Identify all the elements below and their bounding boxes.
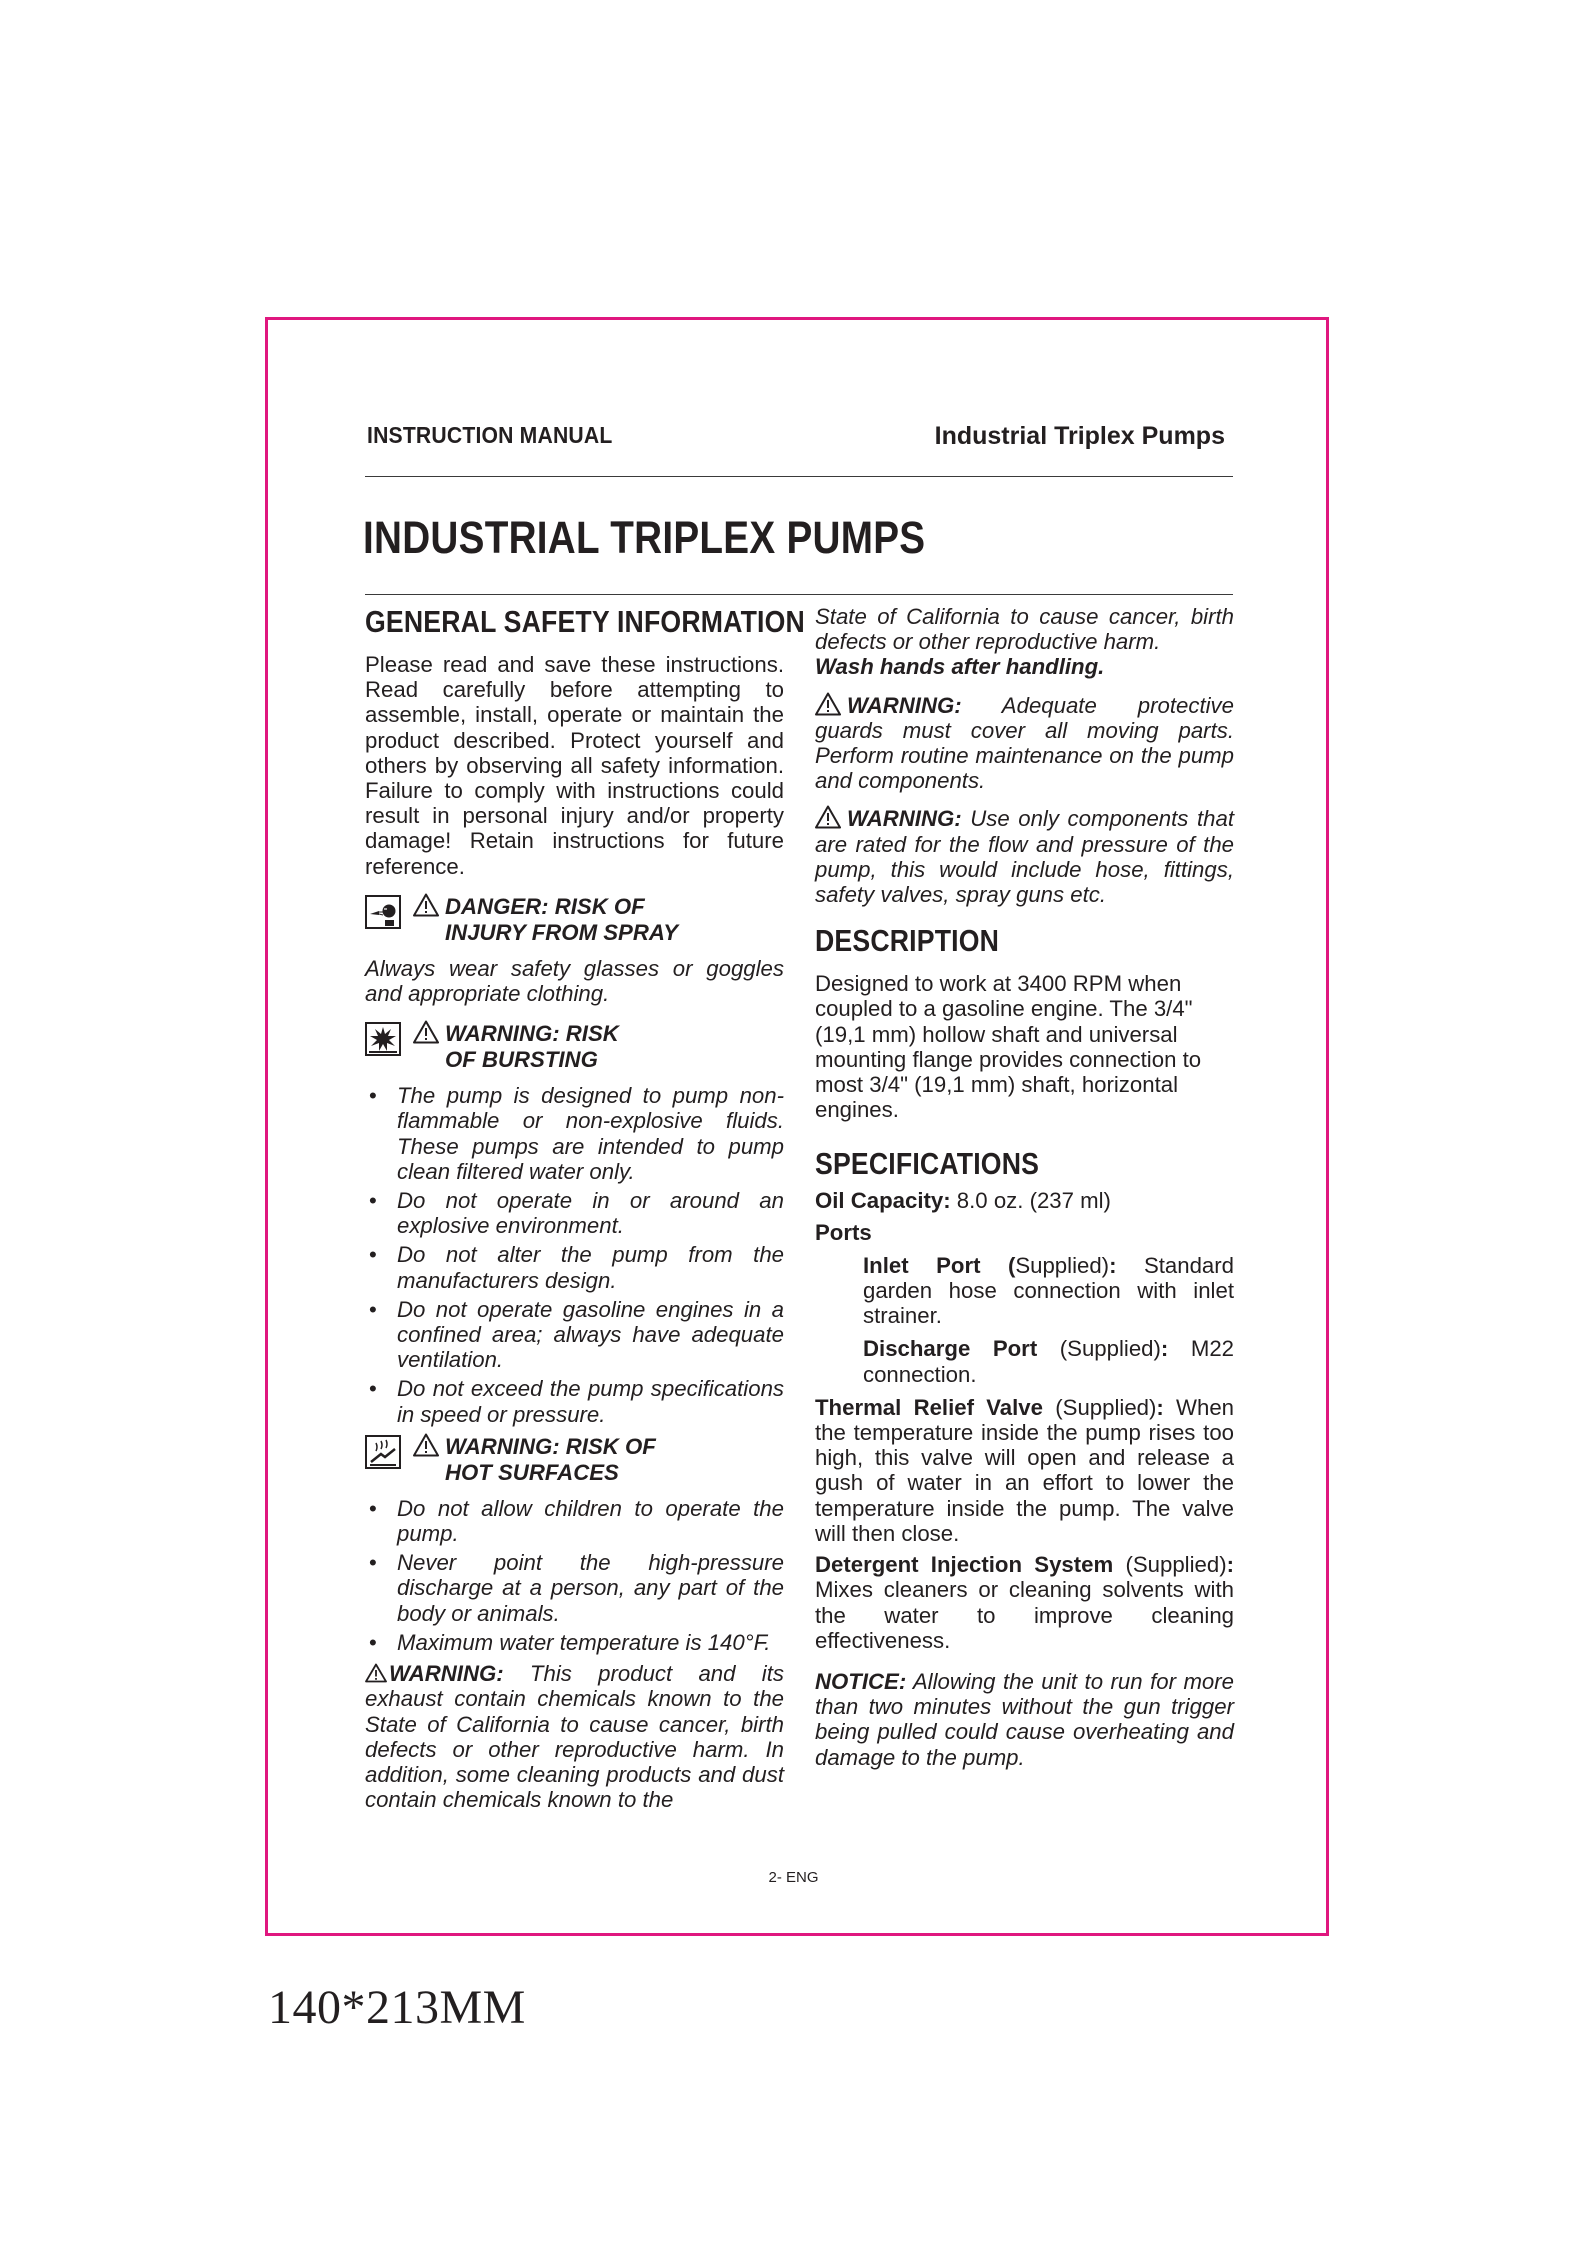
trim-size-label: 140*213MM	[268, 1981, 526, 2034]
oil-capacity-label: Oil Capacity:	[815, 1188, 951, 1214]
warning-bursting-line1: WARNING: RISK	[445, 1021, 619, 1047]
warning-bursting-header	[365, 1020, 784, 1073]
left-column	[365, 604, 805, 1813]
hot-surface-icon	[365, 1435, 401, 1469]
oil-capacity-value: 8.0 oz. (237 ml)	[950, 1188, 1111, 1214]
inlet-port-colon: :	[1109, 1252, 1117, 1278]
guards-warning	[815, 692, 1234, 794]
prop65-text: This product and its exhaust contain chemicals known to the State of California to cause cancer, birth defects or other reproductive harm. In addition, some cleaning products and dust contain chemicals known to the	[365, 1661, 784, 1813]
discharge-port-spec	[815, 1336, 1234, 1386]
warning-triangle-icon	[815, 805, 841, 829]
list-item: • Do not alter the pump from the manufacturers design.	[365, 1242, 784, 1292]
spray-injury-icon	[365, 895, 401, 929]
ports-label: Ports	[815, 1219, 872, 1245]
warning-triangle-icon	[815, 692, 841, 716]
danger-spray-title	[413, 893, 678, 946]
prop65-warning	[365, 1661, 784, 1812]
hot-bullet-list	[365, 1496, 784, 1655]
inlet-port-supplied: Supplied)	[1015, 1252, 1110, 1278]
page-title: INDUSTRIAL TRIPLEX PUMPS	[363, 512, 926, 563]
discharge-port-colon: :	[1160, 1336, 1169, 1362]
list-item: • Maximum water temperature is 140°F.	[365, 1630, 784, 1655]
warning-triangle-icon	[413, 1433, 439, 1457]
warning-hot-title	[413, 1433, 656, 1486]
inlet-port-label: Inlet Port (	[863, 1252, 1016, 1278]
wash-hands-notice: Wash hands after handling.	[815, 654, 1105, 680]
thermal-relief-label: Thermal Relief Valve	[815, 1394, 1043, 1420]
prop65-label: WARNING:	[389, 1661, 504, 1687]
warning-hot-line2: HOT SURFACES	[445, 1459, 619, 1485]
detergent-injection-text: Mixes cleaners or cleaning solvents with the water to improve cleaning effectiveness.	[815, 1577, 1234, 1653]
danger-spray-line2: INJURY FROM SPRAY	[445, 919, 679, 945]
discharge-port-label: Discharge Port	[863, 1336, 1038, 1362]
general-safety-heading: GENERAL SAFETY INFORMATION	[365, 604, 805, 639]
warning-hot-header	[365, 1433, 784, 1486]
discharge-port-text: M22 connection.	[863, 1336, 1235, 1387]
title-divider	[365, 594, 1233, 595]
guards-warning-text: Adequate protective guards must cover all moving parts. Perform routine maintenance on the pump and components.	[815, 692, 1234, 794]
thermal-relief-text: When the temperature inside the pump rises too high, this valve will open and release a gush of water in an effort to lower the temperature inside the pump. The valve will then close.	[815, 1394, 1234, 1546]
thermal-relief-supplied: (Supplied)	[1043, 1394, 1157, 1420]
oil-capacity	[815, 1188, 1234, 1213]
inlet-port-spec	[815, 1253, 1234, 1329]
thermal-relief-colon: :	[1156, 1394, 1164, 1420]
components-warning	[815, 805, 1234, 907]
detergent-injection-supplied: (Supplied)	[1113, 1552, 1227, 1578]
list-item: • The pump is designed to pump non-flammable or non-explosive fluids. These pumps are intended to pump clean filtered water only.	[365, 1083, 784, 1184]
discharge-port-supplied: (Supplied)	[1037, 1336, 1161, 1362]
warning-triangle-icon	[413, 1020, 439, 1044]
detergent-injection-spec	[815, 1552, 1234, 1653]
detergent-injection-colon: :	[1226, 1552, 1234, 1578]
list-item: • Do not operate gasoline engines in a confined area; always have adequate ventilation.	[365, 1297, 784, 1373]
components-warning-label: WARNING:	[847, 806, 962, 832]
list-item: • Do not operate in or around an explosive environment.	[365, 1188, 784, 1238]
header-product-name: Industrial Triplex Pumps	[934, 422, 1225, 450]
page-header	[365, 420, 1233, 477]
description-text: Designed to work at 3400 RPM when coupled to a gasoline engine. The 3/4" (19,1 mm) hollow shaft and universal mounting flange provides connection to most 3/4" (19,1 mm) shaft, horizontal engines.	[815, 971, 1202, 1123]
general-safety-intro: Please read and save these instructions. Read carefully before attempting to assemble, install, operate or maintain the product described. Protect yourself and others by observing all safety information. Failure to comply with instructions could result in personal injury and/or property damage! Retain instructions for future reference.	[365, 652, 784, 879]
warning-bursting-line2: OF BURSTING	[445, 1047, 598, 1073]
warning-triangle-icon	[365, 1663, 387, 1683]
specifications-heading: SPECIFICATIONS	[815, 1146, 1040, 1182]
description-heading: DESCRIPTION	[815, 923, 1000, 959]
components-warning-text: Use only components that are rated for the flow and pressure of the pump, this would include hose, fittings, safety valves, spray guns etc.	[815, 806, 1234, 908]
list-item: • Never point the high-pressure discharge at a person, any part of the body or animals.	[365, 1550, 784, 1626]
notice-block	[815, 1669, 1234, 1770]
guards-warning-label: WARNING:	[847, 692, 962, 718]
danger-spray-line1: DANGER: RISK OF	[445, 893, 645, 919]
page-number: 2- ENG	[768, 1869, 819, 1886]
thermal-relief-spec	[815, 1395, 1234, 1546]
danger-spray-text: Always wear safety glasses or goggles and appropriate clothing.	[365, 955, 784, 1007]
warning-hot-line1: WARNING: RISK OF	[445, 1433, 656, 1459]
right-column	[815, 604, 1234, 1770]
header-manual-label: INSTRUCTION MANUAL	[367, 422, 613, 448]
danger-spray-header	[365, 893, 784, 946]
notice-label: NOTICE:	[815, 1668, 907, 1694]
bursting-bullet-list	[365, 1083, 784, 1427]
warning-triangle-icon	[413, 893, 439, 917]
list-item: • Do not allow children to operate the pump.	[365, 1496, 784, 1546]
warning-bursting-title	[413, 1020, 619, 1073]
inlet-port-text: Standard garden hose connection with inlet strainer.	[863, 1252, 1234, 1329]
detergent-injection-label: Detergent Injection System	[815, 1552, 1114, 1578]
notice-text: Allowing the unit to run for more than two minutes without the gun trigger being pulled could cause overheating and damage to the pump.	[815, 1668, 1234, 1770]
prop65-continued: State of California to cause cancer, birth defects or other reproductive harm.	[815, 604, 1234, 655]
list-item: • Do not exceed the pump specifications in speed or pressure.	[365, 1376, 784, 1426]
burst-icon	[365, 1022, 401, 1056]
